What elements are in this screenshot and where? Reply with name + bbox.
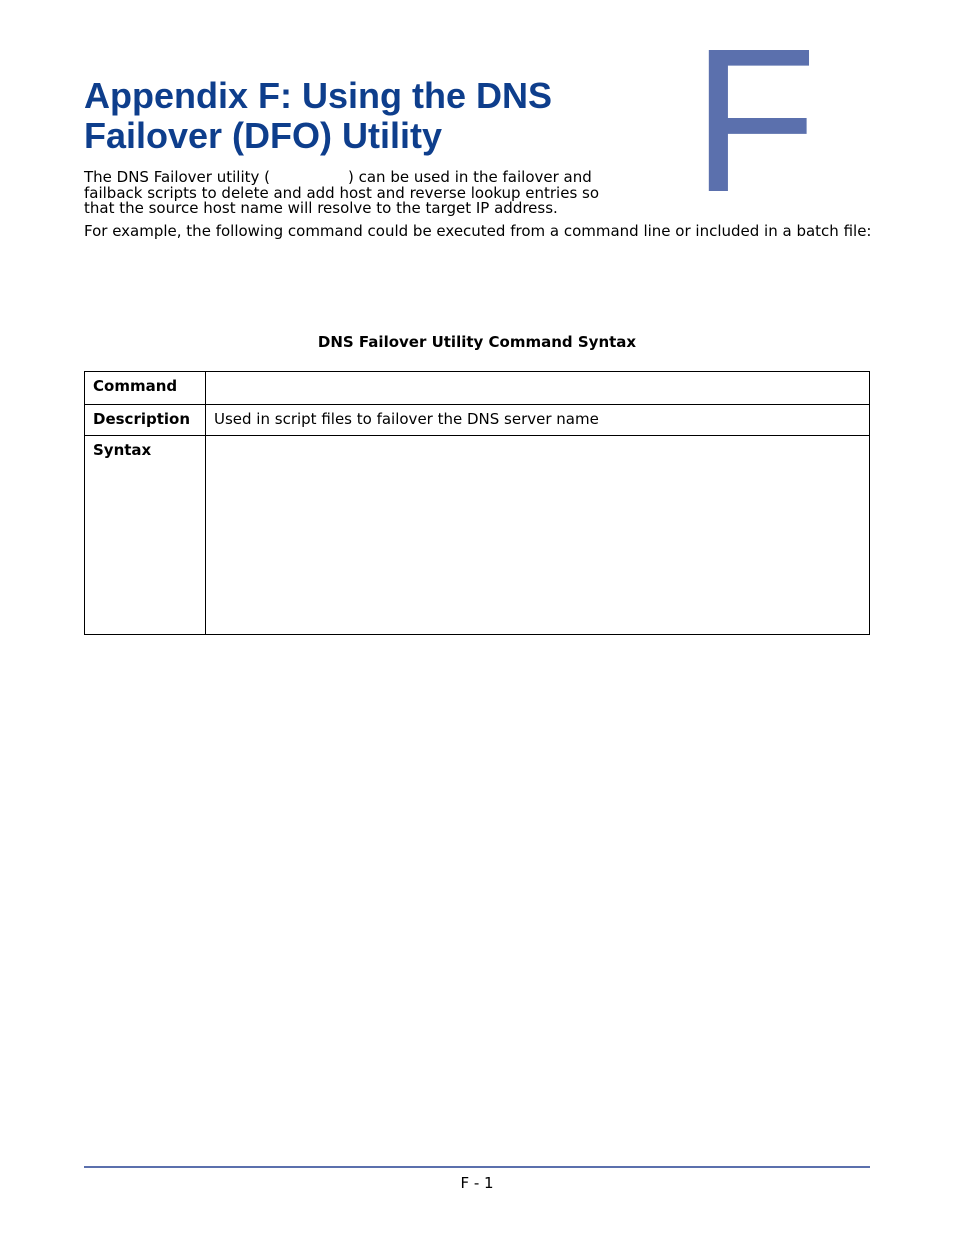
table-row	[85, 405, 870, 436]
table-caption: DNS Failover Utility Command Syntax	[317, 333, 637, 351]
intro-text-end: ) can be used in the failover and failback scripts to delete and add host and reverse lookup entries so that the source host name will resolve to the target IP address.	[84, 168, 600, 217]
syntax-table	[84, 371, 870, 635]
command-label: Command	[85, 372, 206, 405]
example-paragraph: For example, the following command could be executed from a command line or included in a batch file:	[84, 222, 872, 240]
title-line-1: Appendix F: Using the DNS	[84, 75, 552, 116]
chapter-letter: F	[692, 6, 818, 235]
description-value: Used in script files to failover the DNS server name	[206, 405, 870, 436]
description-label: Description	[85, 405, 206, 436]
footer-divider	[84, 1166, 870, 1168]
intro-paragraph	[84, 170, 624, 217]
page-number: F - 1	[460, 1174, 494, 1192]
intro-text-start: The DNS Failover utility (	[84, 168, 270, 186]
command-value	[206, 372, 870, 405]
title-line-2: Failover (DFO) Utility	[84, 115, 443, 156]
page-title	[84, 76, 552, 156]
table-row	[85, 436, 870, 635]
syntax-value	[206, 436, 870, 635]
table-row	[85, 372, 870, 405]
syntax-label: Syntax	[85, 436, 206, 635]
